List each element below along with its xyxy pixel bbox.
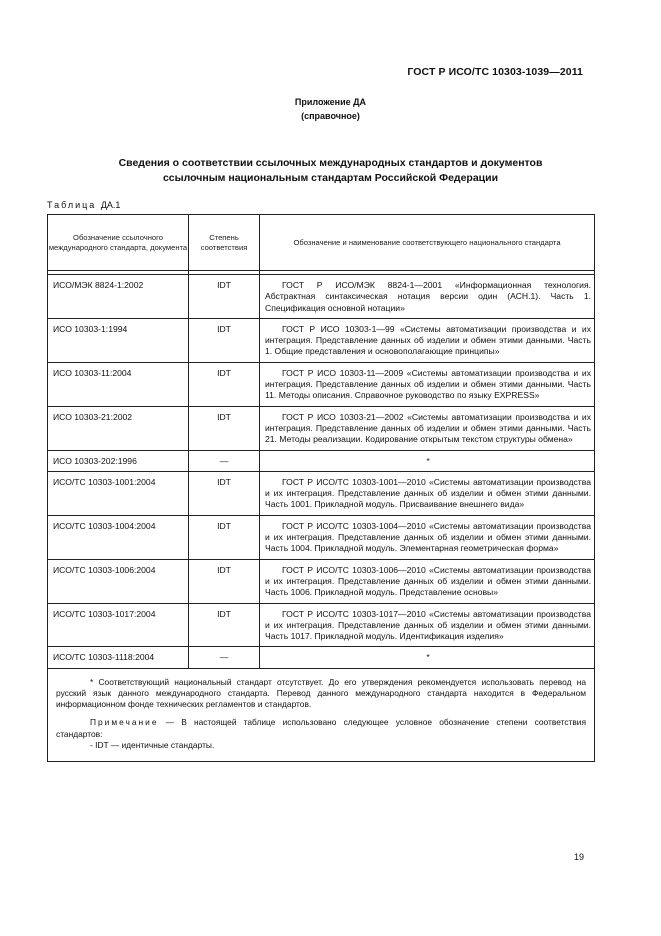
national-standard-cell [260, 318, 595, 362]
national-standard-cell [260, 275, 595, 319]
table-row [48, 450, 595, 471]
national-standard-cell [260, 559, 595, 603]
reference-standard-cell: ИСО/ТС 10303-1001:2004 [48, 471, 189, 515]
degree-cell: — [189, 647, 260, 668]
table-row [48, 647, 595, 668]
reference-standard-cell: ИСО/ТС 10303-1118:2004 [48, 647, 189, 668]
table-caption-number: ДА.1 [100, 200, 121, 210]
national-standard-text: ГОСТ Р ИСО 10303-1—99 «Системы автоматизации производства и их интеграция. Представление данных об изделии и обмен этими данными. Часть 1. Общие представления и основополагающие принципы» [265, 323, 591, 357]
national-standard-cell [260, 406, 595, 450]
national-standard-text: ГОСТ Р ИСО/ТС 10303-1001—2010 «Системы автоматизации производства и их интеграция. Представление данных об изделии и обмен этими данными. Часть 1001. Прикладной модуль. Присваивание внешнего вида» [265, 476, 591, 510]
degree-cell: IDT [189, 362, 260, 406]
correspondence-table [47, 214, 595, 762]
table-row [48, 362, 595, 406]
national-standard-cell [260, 471, 595, 515]
reference-standard-cell: ИСО/ТС 10303-1006:2004 [48, 559, 189, 603]
national-standard-cell [260, 362, 595, 406]
degree-cell: IDT [189, 603, 260, 647]
note-label: Примечание [90, 717, 159, 728]
section-title-line-2: ссылочным национальным стандартам Российской Федерации [162, 172, 499, 184]
table-row [48, 471, 595, 515]
table-note [56, 717, 586, 751]
degree-cell: IDT [189, 318, 260, 362]
national-standard-text: ГОСТ Р ИСО/ТС 10303-1017—2010 «Системы автоматизации производства и их интеграция. Представление данных об изделии и обмен этими данными. Часть 1017. Прикладной модуль. Идентификация изделия» [265, 608, 591, 642]
national-standard-text: ГОСТ Р ИСО 10303-21—2002 «Системы автоматизации производства и их интеграция. Представление данных об изделии и обмен этими данными. Часть 21. Методы реализации. Кодирование открытым текстом структуры обмена» [265, 411, 591, 445]
degree-cell: IDT [189, 406, 260, 450]
degree-cell: IDT [189, 515, 260, 559]
table-row [48, 515, 595, 559]
table-footer-row [48, 668, 595, 761]
reference-standard-cell: ИСО/МЭК 8824-1:2002 [48, 275, 189, 319]
table-footer [48, 668, 595, 761]
table-caption [47, 200, 120, 210]
column-header-reference: Обозначение ссылочного международного стандарта, документа [48, 215, 189, 271]
table-caption-prefix: Таблица [47, 200, 97, 210]
page-number: 19 [574, 852, 585, 862]
column-header-national: Обозначение и наименование соответствующего национального стандарта [260, 215, 595, 271]
table-row [48, 275, 595, 319]
national-standard-text: ГОСТ Р ИСО/ТС 10303-1006—2010 «Системы автоматизации производства и их интеграция. Представление данных об изделии и обмен этими данными. Часть 1006. Прикладной модуль. Представление основы» [265, 564, 591, 598]
degree-cell: IDT [189, 471, 260, 515]
national-standard-cell: * [260, 647, 595, 668]
footnote [56, 677, 586, 711]
national-standard-cell [260, 603, 595, 647]
reference-standard-cell: ИСО/ТС 10303-1017:2004 [48, 603, 189, 647]
reference-standard-cell: ИСО 10303-202:1996 [48, 450, 189, 471]
table-row [48, 318, 595, 362]
table-row [48, 559, 595, 603]
degree-cell: IDT [189, 559, 260, 603]
national-standard-text: ГОСТ Р ИСО/МЭК 8824-1—2001 «Информационная технология. Абстрактная синтаксическая нотация версии один (АСН.1). Часть 1. Спецификация основной нотации» [265, 280, 591, 313]
appendix-subtitle: (справочное) [301, 111, 360, 121]
column-header-degree: Степень соответствия [189, 215, 260, 271]
table-row [48, 603, 595, 647]
degree-cell: — [189, 450, 260, 471]
table-row [48, 406, 595, 450]
note-text: — В настоящей таблице использовано следующее условное обозначение степени соответствия стандартов: [56, 717, 587, 739]
table-body [48, 275, 595, 669]
national-standard-cell [260, 515, 595, 559]
national-standard-cell: * [260, 450, 595, 471]
section-title [60, 156, 601, 186]
reference-standard-cell: ИСО 10303-1:1994 [48, 318, 189, 362]
reference-standard-cell: ИСО 10303-11:2004 [48, 362, 189, 406]
reference-standard-cell: ИСО 10303-21:2002 [48, 406, 189, 450]
footnote-text: * Соответствующий национальный стандарт отсутствует. До его утверждения рекомендуется использовать перевод на русский язык данного международного стандарта. Перевод данного международного стандарта находится в Федеральном информационном фонде технических регламентов и стандартов. [56, 676, 586, 710]
table-header-row [48, 215, 595, 271]
reference-standard-cell: ИСО/ТС 10303-1004:2004 [48, 515, 189, 559]
appendix-title: Приложение ДА [294, 97, 367, 107]
appendix-heading [0, 95, 661, 123]
section-title-line-1: Сведения о соответствии ссылочных международных стандартов и документов [118, 157, 543, 169]
national-standard-text: ГОСТ Р ИСО/ТС 10303-1004—2010 «Системы автоматизации производства и их интеграция. Представление данных об изделии и обмен этими данными. Часть 1004. Прикладной модуль. Элементарная геометрическая форма» [265, 520, 591, 554]
note-item: - IDT — идентичные стандарты. [90, 739, 215, 750]
degree-cell: IDT [189, 275, 260, 319]
document-code: ГОСТ Р ИСО/ТС 10303-1039—2011 [407, 66, 583, 78]
national-standard-text: ГОСТ Р ИСО 10303-11—2009 «Системы автоматизации производства и их интеграция. Представление данных об изделии и обмен этими данными. Часть 11. Методы описания. Справочное руководство по языку EXPRESS» [265, 367, 591, 401]
